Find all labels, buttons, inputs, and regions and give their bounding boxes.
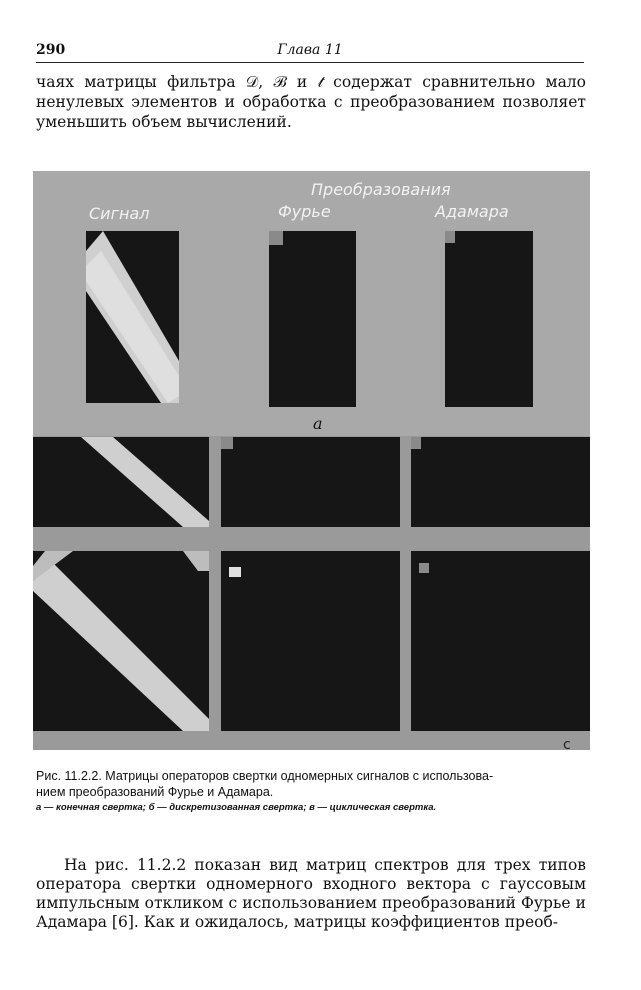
figure-caption bbox=[36, 768, 586, 800]
body-paragraph bbox=[36, 856, 586, 932]
panel-a-fourier-matrix bbox=[269, 231, 356, 407]
panel-c-signal-matrix bbox=[33, 551, 209, 731]
panel-a-signal-matrix bbox=[86, 231, 179, 403]
panel-b-fourier-matrix bbox=[221, 437, 400, 527]
figure-convolution-matrices bbox=[33, 171, 590, 750]
panel-a-marker: а bbox=[313, 414, 323, 433]
caption-line-1: Рис. 11.2.2. Матрицы операторов свертки одномерных сигналов с использова- bbox=[36, 769, 494, 783]
label-fourier: Фурье bbox=[278, 202, 331, 221]
panel-b-signal-matrix bbox=[33, 437, 209, 527]
intro-paragraph bbox=[36, 72, 586, 132]
page-header bbox=[36, 40, 584, 63]
corner-mark: c bbox=[563, 737, 571, 750]
caption-legend: а — конечная свертка; б — дискретизованная свертка; в — циклическая свертка. bbox=[36, 802, 437, 813]
panel-a-hadamard-matrix bbox=[445, 231, 533, 407]
caption-line-2: нием преобразований Фурье и Адамара. bbox=[36, 785, 274, 799]
page-number: 290 bbox=[36, 42, 66, 58]
label-signal: Сигнал bbox=[89, 204, 150, 223]
body-text: На рис. 11.2.2 показан вид матриц спектров для трех типов оператора свертки одномерного входного вектора с гауссовым импульсным откликом с использованием преобразований Фурье и Адамара [6]. Как и ожидалось, матрицы коэффициентов преоб- bbox=[36, 856, 586, 931]
label-hadamard: Адамара bbox=[435, 202, 509, 221]
intro-text: чаях матрицы фильтра 𝒟, ℬ и 𝓉 содержат сравнительно мало ненулевых элементов и обработка с преобразованием позволяет уменьшить объем вычислений. bbox=[36, 73, 586, 131]
panel-c-hadamard-matrix bbox=[411, 551, 590, 731]
running-title: Глава 11 bbox=[277, 42, 343, 58]
panel-c-fourier-matrix bbox=[221, 551, 400, 731]
label-transforms: Преобразования bbox=[311, 180, 451, 199]
panel-b-hadamard-matrix bbox=[411, 437, 590, 527]
